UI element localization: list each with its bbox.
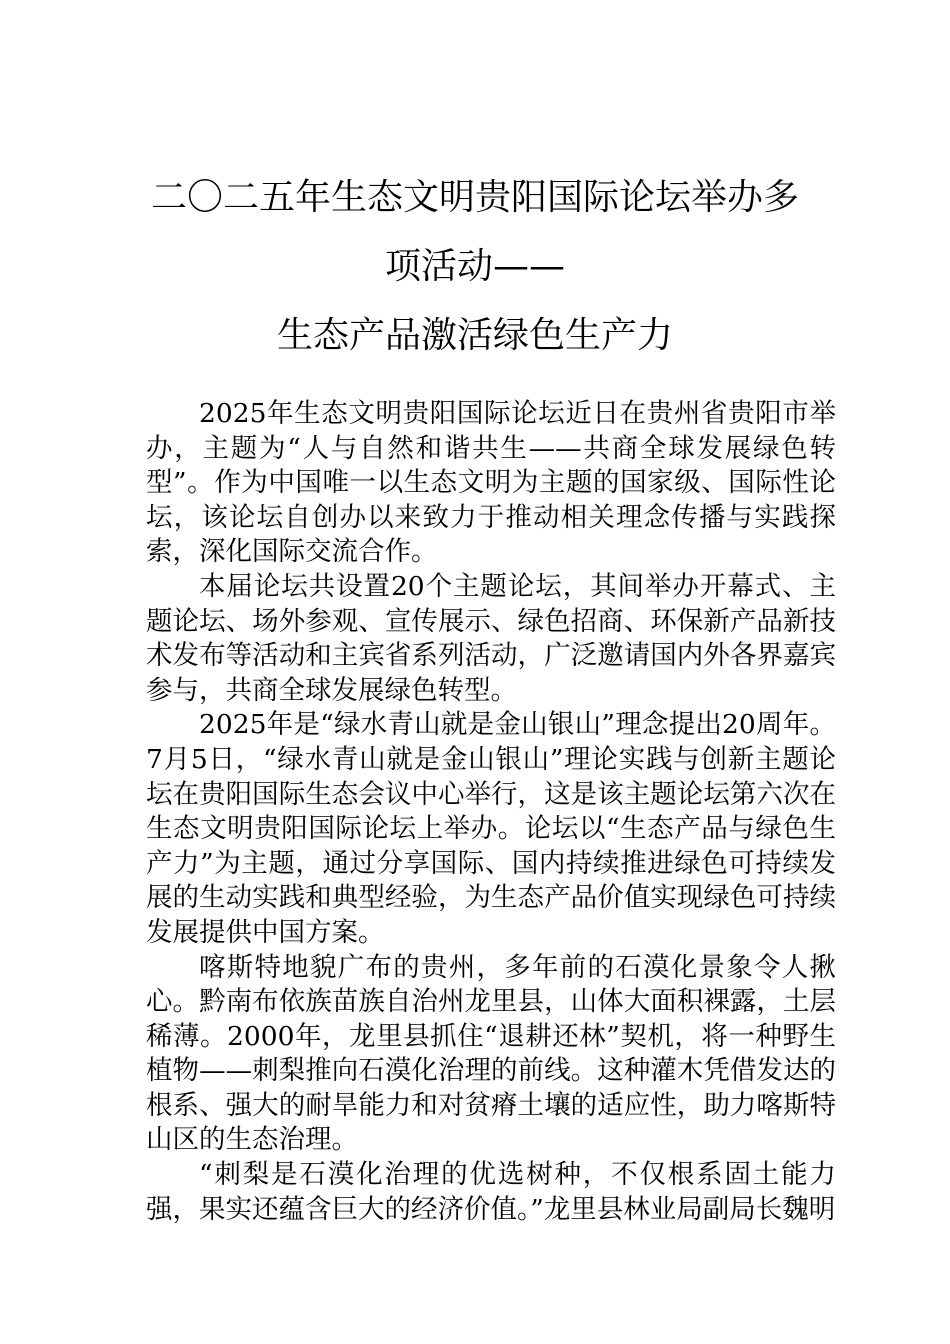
document-title	[110, 163, 840, 370]
paragraph-3: 2025年是“绿水青山就是金山银山”理念提出20周年。7月5日，“绿水青山就是金山银山”理论实践与创新主题论坛在贵阳国际生态会议中心举行，这是该主题论坛第六次在生态文明贵阳国际论坛上举办。论坛以“生态产品与绿色生产力”为主题，通过分享国际、国内持续推进绿色可持续发展的生动实践和典型经验，为生态产品价值实现绿色可持续发展提供中国方案。	[146, 709, 836, 948]
paragraph-1: 2025年生态文明贵阳国际论坛近日在贵州省贵阳市举办，主题为“人与自然和谐共生——共商全球发展绿色转型”。作为中国唯一以生态文明为主题的国家级、国际性论坛，该论坛自创办以来致力于推动相关理念传播与实践探索，深化国际交流合作。	[146, 398, 836, 568]
title-line-2: 项活动——	[384, 246, 565, 287]
paragraph-4: 喀斯特地貌广布的贵州，多年前的石漠化景象令人揪心。黔南布依族苗族自治州龙里县，山体大面积裸露，土层稀薄。2000年，龙里县抓住“退耕还林”契机，将一种野生植物——刺梨推向石漠化治理的前线。这种灌木凭借发达的根系、强大的耐旱能力和对贫瘠土壤的适应性，助力喀斯特山区的生态治理。	[146, 951, 836, 1156]
article-body	[146, 397, 836, 1227]
title-line-1: 二〇二五年生态文明贵阳国际论坛举办多	[150, 177, 799, 218]
paragraph-5: “刺梨是石漠化治理的优选树种，不仅根系固土能力强，果实还蕴含巨大的经济价值。”龙里县林业局副局长魏明	[146, 1159, 836, 1225]
paragraph-2: 本届论坛共设置20个主题论坛，其间举办开幕式、主题论坛、场外参观、宣传展示、绿色招商、环保新产品新技术发布等活动和主宾省系列活动，广泛邀请国内外各界嘉宾参与，共商全球发展绿色转型。	[146, 570, 836, 706]
title-line-3: 生态产品激活绿色生产力	[276, 315, 673, 356]
